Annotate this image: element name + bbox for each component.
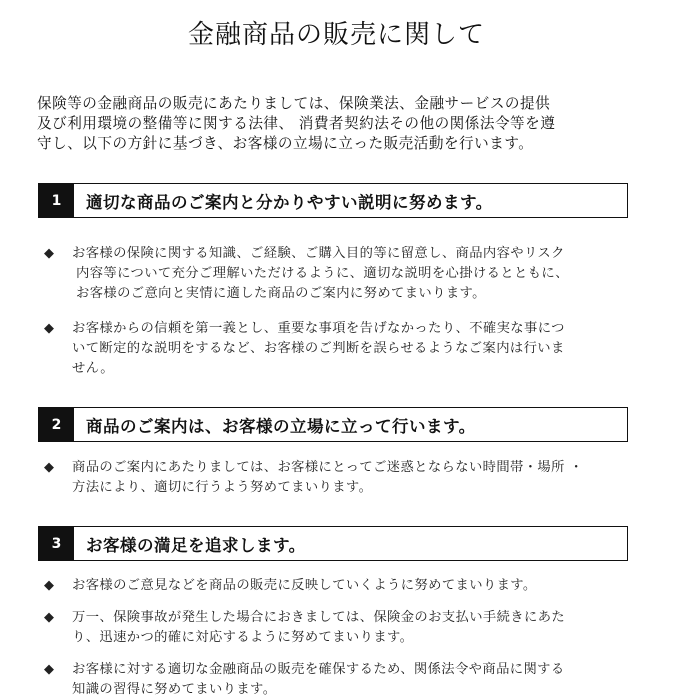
section-1-list — [44, 244, 634, 379]
section-2-title: 商品のご案内は、お客様の立場に立って行います。 — [86, 416, 476, 436]
section-3-list — [44, 576, 634, 700]
list-item: ◆ 商品のご案内にあたりましては、お客様にとってご迷惑とならない時間帯・場所 ・ 方法により、適切に行うよう努めてまいります。 — [44, 460, 584, 495]
list-item: ◆ お客様の保険に関する知識、ご経験、ご購入目的等に留意し、商品内容やリスク 内容等について充分ご理解いただけるように、適切な説明を心掛けるとともに、 お客様のご意向と実情に適した商品のご案内に努めてまいります。 — [44, 246, 569, 301]
list-item: ◆ お客様のご意見などを商品の販売に反映していくように努めてまいります。 — [44, 576, 634, 596]
diamond-bullet-icon: ◆ — [44, 662, 54, 677]
page-title: 金融商品の販売に関して — [187, 20, 485, 50]
diamond-bullet-icon: ◆ — [44, 246, 54, 261]
section-1-header — [38, 183, 628, 218]
intro-line: 保険等の金融商品の販売にあたりましては、保険業法、金融サービスの提供 — [37, 95, 551, 112]
section-3-number: 3 — [39, 527, 74, 560]
section-3-title: お客様の満足を追求します。 — [86, 535, 306, 555]
section-2-number: 2 — [39, 408, 74, 441]
list-item: ◆ お客様に対する適切な金融商品の販売を確保するため、関係法令や商品に関する 知識の習得に努めてまいります。 — [44, 662, 565, 697]
section-1-number: 1 — [39, 184, 74, 217]
intro-line: 及び利用環境の整備等に関する法律、 消費者契約法その他の関係法令等を遵 — [37, 115, 556, 132]
section-2-header — [38, 407, 628, 442]
diamond-bullet-icon: ◆ — [44, 610, 54, 625]
section-3-header — [38, 526, 628, 561]
intro-line: 守し、以下の方針に基づき、お客様の立場に立った販売活動を行います。 — [37, 135, 534, 152]
section-1-title: 適切な商品のご案内と分かりやすい説明に努めます。 — [86, 192, 493, 212]
diamond-bullet-icon: ◆ — [44, 578, 54, 593]
diamond-bullet-icon: ◆ — [44, 460, 54, 475]
diamond-bullet-icon: ◆ — [44, 321, 54, 336]
section-2-list — [44, 458, 634, 498]
list-item: ◆ お客様からの信頼を第一義とし、重要な事項を告げなかったり、不確実な事につ いて断定的な説明をするなど、お客様のご判断を誤らせるようなご案内は行いま せん。 — [44, 321, 565, 376]
list-item: ◆ 万一、保険事故が発生した場合におきましては、保険金のお支払い手続きにあた り、迅速かつ的確に対応するように努めてまいります。 — [44, 610, 566, 645]
intro-paragraph — [37, 94, 647, 154]
